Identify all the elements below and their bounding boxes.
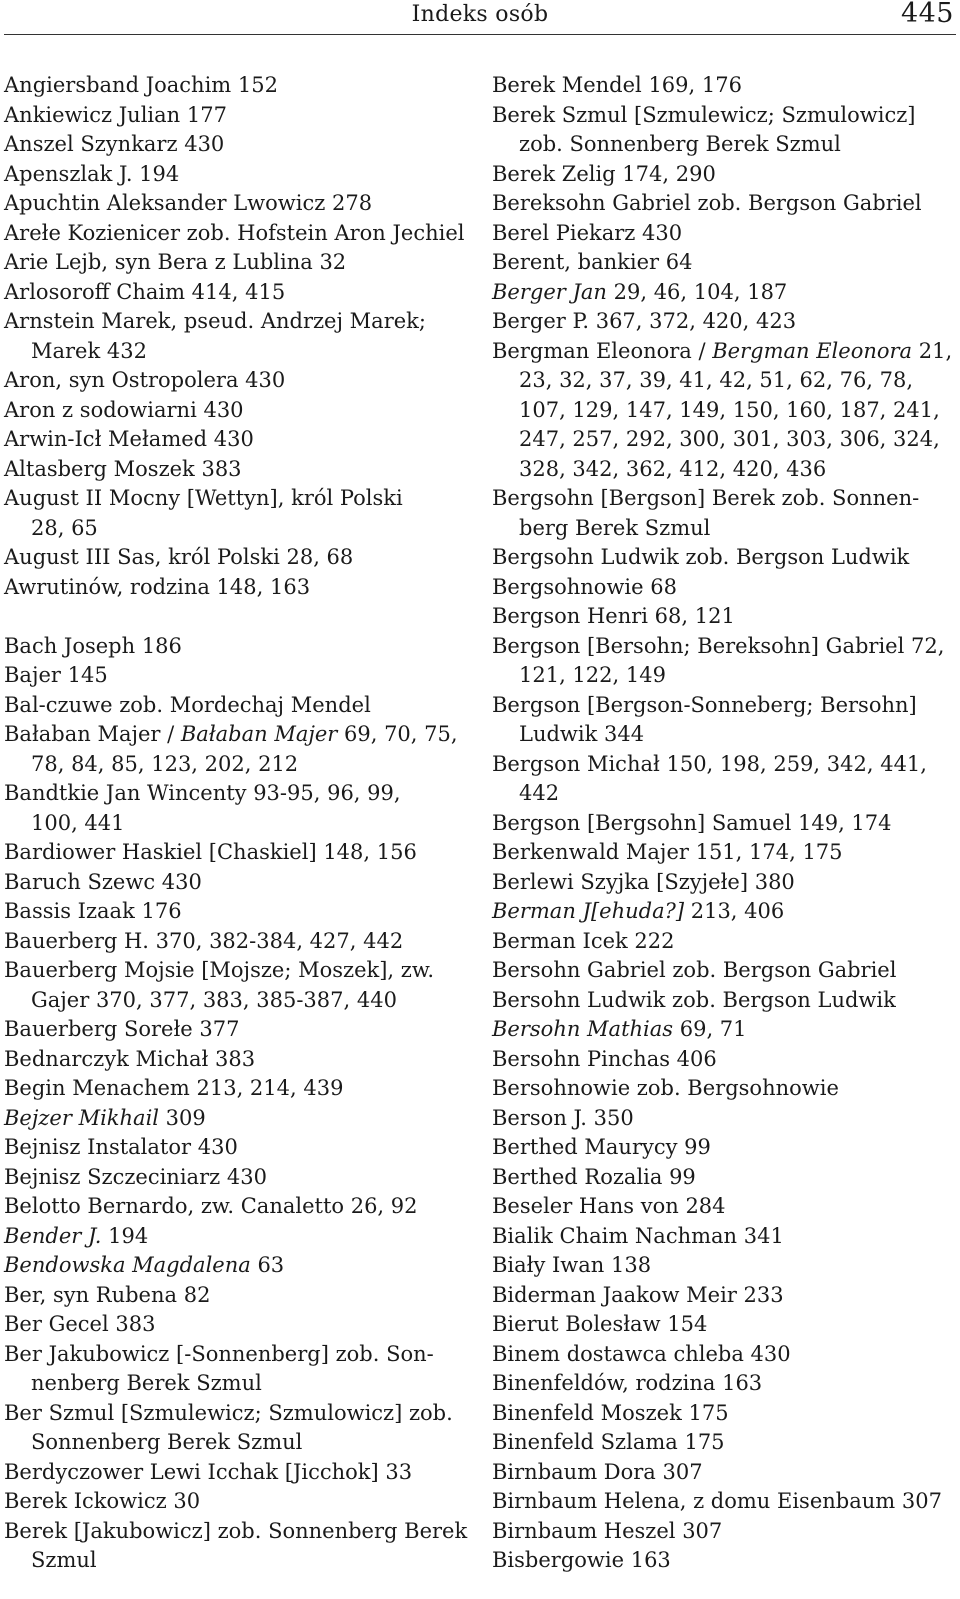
index-entry [4, 307, 462, 337]
entry-text: Bergson Michał 150, 198, 259, 342, 441, [492, 751, 927, 776]
index-entry [4, 396, 462, 426]
index-entry [492, 691, 944, 721]
entry-text: Arie Lejb, syn Bera z Lublina 32 [4, 250, 347, 274]
entry-text: Ludwik 344 [519, 722, 645, 746]
entry-text: Szmul [31, 1548, 97, 1572]
index-entry [4, 661, 462, 691]
entry-italic-name: Bejzer Mikhail [4, 1105, 159, 1130]
entry-text: Arnstein Marek, pseud. Andrzej Marek; [4, 309, 426, 333]
index-entry-continuation [492, 130, 944, 160]
index-entry [4, 1133, 462, 1163]
entry-text: Ber Gecel 383 [4, 1312, 156, 1336]
entry-text: Bardiower Haskiel [Chaskiel] 148, 156 [4, 840, 417, 864]
entry-text: Bersohn Gabriel zob. Bergson Gabriel [492, 958, 897, 982]
index-entry [4, 1222, 462, 1252]
index-entry [4, 927, 462, 957]
entry-text: 23, 32, 37, 39, 41, 42, 51, 62, 76, 78, [519, 368, 914, 392]
entry-text: August II Mocny [Wettyn], król Polski [4, 486, 403, 510]
index-entry [492, 897, 944, 927]
index-entry [4, 543, 462, 573]
entry-text: Biderman Jaakow Meir 233 [492, 1282, 784, 1307]
entry-text: Binenfeld Szlama 175 [492, 1430, 725, 1454]
entry-text: Berthed Maurycy 99 [492, 1135, 711, 1159]
entry-italic-name: Bałaban Majer [180, 722, 338, 746]
index-entry [4, 1281, 462, 1311]
entry-text: Bergsohn [Bergson] Berek zob. Sonnen- [492, 486, 920, 510]
entry-pages: 194 [101, 1223, 149, 1248]
index-entry [492, 71, 944, 101]
index-entry [4, 278, 462, 308]
entry-text: Berek Zelig 174, 290 [492, 161, 716, 186]
entry-pages: 63 [250, 1253, 285, 1277]
entry-text: Berdyczower Lewi Icchak [Jicchok] 33 [4, 1459, 413, 1484]
entry-text: Bejnisz Szczeciniarz 430 [4, 1164, 267, 1189]
entry-text: Bassis Izaak 176 [4, 899, 182, 923]
index-entry-continuation [4, 750, 462, 780]
index-entry-continuation [4, 986, 462, 1016]
entry-text: Berek Ickowicz 30 [4, 1489, 201, 1513]
entry-text: Bałaban Majer / [4, 722, 181, 746]
index-entry [4, 1163, 462, 1193]
index-entry [4, 838, 462, 868]
index-entry [4, 1487, 462, 1517]
index-entry [492, 1340, 944, 1370]
entry-italic-name: Berman J[ehuda?] [492, 899, 685, 923]
index-entry [492, 838, 944, 868]
entry-text: Berek Mendel 169, 176 [492, 73, 742, 97]
index-entry [492, 750, 944, 780]
entry-text: Bialik Chaim Nachman 341 [492, 1223, 784, 1248]
page-title: Indeks osób [411, 2, 549, 27]
index-entry [4, 1458, 462, 1488]
index-entry [4, 71, 462, 101]
entry-text: Awrutinów, rodzina 148, 163 [4, 574, 311, 599]
entry-pages: 69, 71 [673, 1017, 747, 1041]
index-entry [492, 1045, 944, 1075]
entry-text: nenberg Berek Szmul [31, 1371, 262, 1395]
index-entry [4, 189, 462, 219]
entry-text: Bereksohn Gabriel zob. Bergson Gabriel [492, 191, 922, 215]
index-entry [492, 248, 944, 278]
index-entry [492, 1458, 944, 1488]
index-entry [492, 986, 944, 1016]
entry-text: Binenfeldów, rodzina 163 [492, 1371, 763, 1395]
entry-text: Bergson [Bersohn; Bereksohn] Gabriel 72, [492, 633, 945, 658]
entry-text: Bersohnowie zob. Bergsohnowie [492, 1076, 839, 1100]
entry-text: Berent, bankier 64 [492, 250, 693, 274]
index-entry [4, 248, 462, 278]
index-entry-continuation [492, 779, 944, 809]
entry-text: Bajer 145 [4, 663, 108, 687]
entry-text: Bergsohn Ludwik zob. Bergson Ludwik [492, 545, 910, 569]
index-entry [4, 101, 462, 131]
index-entry [4, 1015, 462, 1045]
index-entry [492, 1517, 944, 1547]
entry-text: 121, 122, 149 [519, 663, 666, 687]
index-entry [4, 956, 462, 986]
entry-text: Ber Szmul [Szmulewicz; Szmulowicz] zob. [4, 1400, 453, 1425]
entry-text: Arwin-Icł Mełamed 430 [4, 427, 254, 451]
entry-text: Berger P. 367, 372, 420, 423 [492, 309, 797, 333]
index-entry [4, 868, 462, 898]
entry-text: Bal-czuwe zob. Mordechaj Mendel [4, 692, 371, 717]
entry-text: Bauerberg Mojsie [Mojsze; Moszek], zw. [4, 958, 434, 982]
entry-text: Apenszlak J. 194 [4, 161, 180, 186]
index-entry [492, 632, 944, 662]
index-entry [4, 779, 462, 809]
entry-text: 107, 129, 147, 149, 150, 160, 187, 241, [519, 397, 940, 422]
entry-text: 442 [519, 781, 560, 805]
index-column-left [4, 71, 468, 1576]
entry-text: Begin Menachem 213, 214, 439 [4, 1076, 344, 1100]
index-entry [492, 337, 953, 367]
entry-text: Binem dostawca chleba 430 [492, 1341, 791, 1366]
entry-text: Bauerberg H. 370, 382-384, 427, 442 [4, 928, 404, 953]
index-entry [492, 189, 944, 219]
index-entry [4, 1251, 462, 1281]
entry-text: Anszel Szynkarz 430 [4, 132, 225, 156]
index-entry [4, 484, 462, 514]
index-entry [4, 219, 465, 249]
entry-text: Altasberg Moszek 383 [4, 456, 242, 481]
index-entry-continuation [492, 425, 944, 455]
entry-text: Ankiewicz Julian 177 [4, 102, 227, 127]
index-entry [4, 1074, 462, 1104]
entry-text: Birnbaum Heszel 307 [492, 1518, 723, 1543]
entry-text: Berthed Rozalia 99 [492, 1164, 696, 1189]
entry-text: Arlosoroff Chaim 414, 415 [4, 279, 286, 304]
index-entry [492, 573, 944, 603]
index-entry [492, 1369, 944, 1399]
index-entry-continuation [492, 366, 944, 396]
entry-text: 28, 65 [31, 515, 98, 540]
entry-text: Birnbaum Dora 307 [492, 1459, 703, 1484]
entry-text: Biały Iwan 138 [492, 1253, 652, 1277]
entry-text: Bergman Eleonora / [492, 338, 713, 363]
entry-text: 247, 257, 292, 300, 301, 303, 306, 324, [519, 427, 940, 451]
index-entry [492, 484, 944, 514]
entry-pages: 309 [159, 1105, 206, 1130]
index-entry [492, 809, 944, 839]
entry-text: Bergson [Bergson-Sonneberg; Bersohn] [492, 692, 917, 717]
index-entry-continuation [4, 514, 462, 544]
index-entry [4, 573, 462, 603]
entry-text: Bergsohnowie 68 [492, 574, 677, 599]
entry-pages: 69, 70, 75, [337, 722, 458, 746]
entry-text: Birnbaum Helena, z domu Eisenbaum 307 [492, 1489, 942, 1513]
index-entry [492, 307, 944, 337]
index-entry [492, 927, 944, 957]
page-number: 445 [900, 0, 954, 29]
index-entry [492, 1251, 944, 1281]
entry-text: Bednarczyk Michał 383 [4, 1046, 256, 1071]
entry-text: Bejnisz Instalator 430 [4, 1135, 238, 1159]
index-entry [4, 1310, 462, 1340]
index-entry [492, 1074, 944, 1104]
index-entry [492, 1133, 944, 1163]
index-entry [4, 130, 462, 160]
index-entry [492, 1015, 944, 1045]
entry-text: Bandtkie Jan Wincenty 93-95, 96, 99, [4, 781, 401, 805]
index-entry [492, 1163, 944, 1193]
index-entry [492, 1281, 944, 1311]
entry-text: Bersohn Pinchas 406 [492, 1046, 717, 1071]
entry-italic-name: Bender J. [4, 1223, 102, 1248]
index-entry-continuation [492, 720, 944, 750]
entry-text: Berman Icek 222 [492, 928, 675, 953]
entry-text: Berek [Jakubowicz] zob. Sonnenberg Berek [4, 1518, 468, 1543]
entry-italic-name: Bersohn Mathias [492, 1017, 674, 1041]
entry-text: Belotto Bernardo, zw. Canaletto 26, 92 [4, 1194, 418, 1218]
index-entry [492, 160, 944, 190]
index-entry-continuation [492, 661, 944, 691]
entry-text: berg Berek Szmul [519, 515, 711, 540]
entry-pages: 29, 46, 104, 187 [606, 279, 788, 304]
entry-text: Marek 432 [31, 338, 147, 363]
entry-italic-name: Bergman Eleonora [712, 338, 913, 363]
index-entry-continuation [4, 1428, 462, 1458]
index-entry [492, 1222, 944, 1252]
index-entry [492, 956, 944, 986]
index-entry [492, 868, 944, 898]
index-entry [492, 1310, 944, 1340]
index-entry [4, 455, 462, 485]
index-entry [492, 278, 944, 308]
index-entry [492, 602, 944, 632]
running-header [4, 0, 956, 35]
index-entry [492, 1104, 944, 1134]
entry-pages: 213, 406 [684, 899, 785, 923]
entry-pages: 21, [912, 338, 953, 363]
index-entry [4, 720, 462, 750]
entry-text: August III Sas, król Polski 28, 68 [4, 545, 354, 569]
entry-text: Bergson [Bergsohn] Samuel 149, 174 [492, 810, 892, 835]
index-entry-continuation [492, 396, 944, 426]
index-entry [492, 1428, 944, 1458]
index-entry [4, 1192, 462, 1222]
entry-text: 328, 342, 362, 412, 420, 436 [519, 456, 827, 481]
entry-text: Berlewi Szyjka [Szyjełe] 380 [492, 869, 795, 894]
index-entry [4, 1045, 462, 1075]
index-entry [4, 1517, 468, 1547]
entry-text: Ber Jakubowicz [-Sonnenberg] zob. Son- [4, 1341, 434, 1366]
entry-text: zob. Sonnenberg Berek Szmul [519, 132, 841, 156]
index-entry-continuation [4, 1369, 462, 1399]
index-entry [4, 1104, 462, 1134]
entry-text: Apuchtin Aleksander Lwowicz 278 [4, 191, 373, 215]
section-gap [4, 602, 462, 632]
entry-text: Arełe Kozienicer zob. Hofstein Aron Jechiel [4, 220, 465, 245]
entry-text: Berek Szmul [Szmulewicz; Szmulowicz] [492, 102, 916, 127]
entry-text: Baruch Szewc 430 [4, 869, 202, 894]
entry-text: Bisbergowie 163 [492, 1548, 671, 1572]
index-entry [492, 1487, 944, 1517]
entry-text: Binenfeld Moszek 175 [492, 1400, 729, 1425]
entry-text: Berel Piekarz 430 [492, 220, 683, 245]
entry-text: Ber, syn Rubena 82 [4, 1282, 211, 1307]
entry-text: Berkenwald Majer 151, 174, 175 [492, 840, 843, 864]
entry-text: Angiersband Joachim 152 [4, 73, 278, 97]
index-entry-continuation [4, 1546, 462, 1576]
index-entry [4, 897, 462, 927]
entry-text: Bersohn Ludwik zob. Bergson Ludwik [492, 987, 896, 1012]
entry-text: Gajer 370, 377, 383, 385-387, 440 [31, 987, 397, 1012]
index-entry [4, 632, 462, 662]
entry-text: Bauerberg Sorełe 377 [4, 1017, 240, 1041]
index-entry [492, 543, 944, 573]
entry-italic-name: Berger Jan [492, 279, 607, 304]
entry-text: 78, 84, 85, 123, 202, 212 [31, 751, 299, 776]
index-entry-continuation [492, 455, 944, 485]
index-entry [4, 691, 462, 721]
index-entry-continuation [492, 514, 944, 544]
entry-text: Bach Joseph 186 [4, 633, 182, 658]
index-entry [4, 425, 462, 455]
index-entry-continuation [4, 337, 462, 367]
entry-text: Beseler Hans von 284 [492, 1194, 726, 1218]
index-entry [492, 1192, 944, 1222]
index-entry [492, 1399, 944, 1429]
index-entry [4, 160, 462, 190]
index-entry [492, 1546, 944, 1576]
entry-text: Bergson Henri 68, 121 [492, 604, 735, 628]
index-entry [4, 366, 462, 396]
entry-text: Aron, syn Ostropolera 430 [4, 368, 286, 392]
entry-text: Bierut Bolesław 154 [492, 1312, 708, 1336]
index-entry [4, 1340, 462, 1370]
index-entry [492, 101, 944, 131]
index-entry [492, 219, 944, 249]
entry-text: Sonnenberg Berek Szmul [31, 1430, 303, 1454]
entry-text: Berson J. 350 [492, 1105, 634, 1130]
index-column-right [492, 71, 953, 1576]
entry-text: Aron z sodowiarni 430 [4, 397, 244, 422]
entry-text: 100, 441 [31, 810, 125, 835]
index-entry [4, 1399, 462, 1429]
index-entry-continuation [4, 809, 462, 839]
entry-italic-name: Bendowska Magdalena [4, 1253, 251, 1277]
